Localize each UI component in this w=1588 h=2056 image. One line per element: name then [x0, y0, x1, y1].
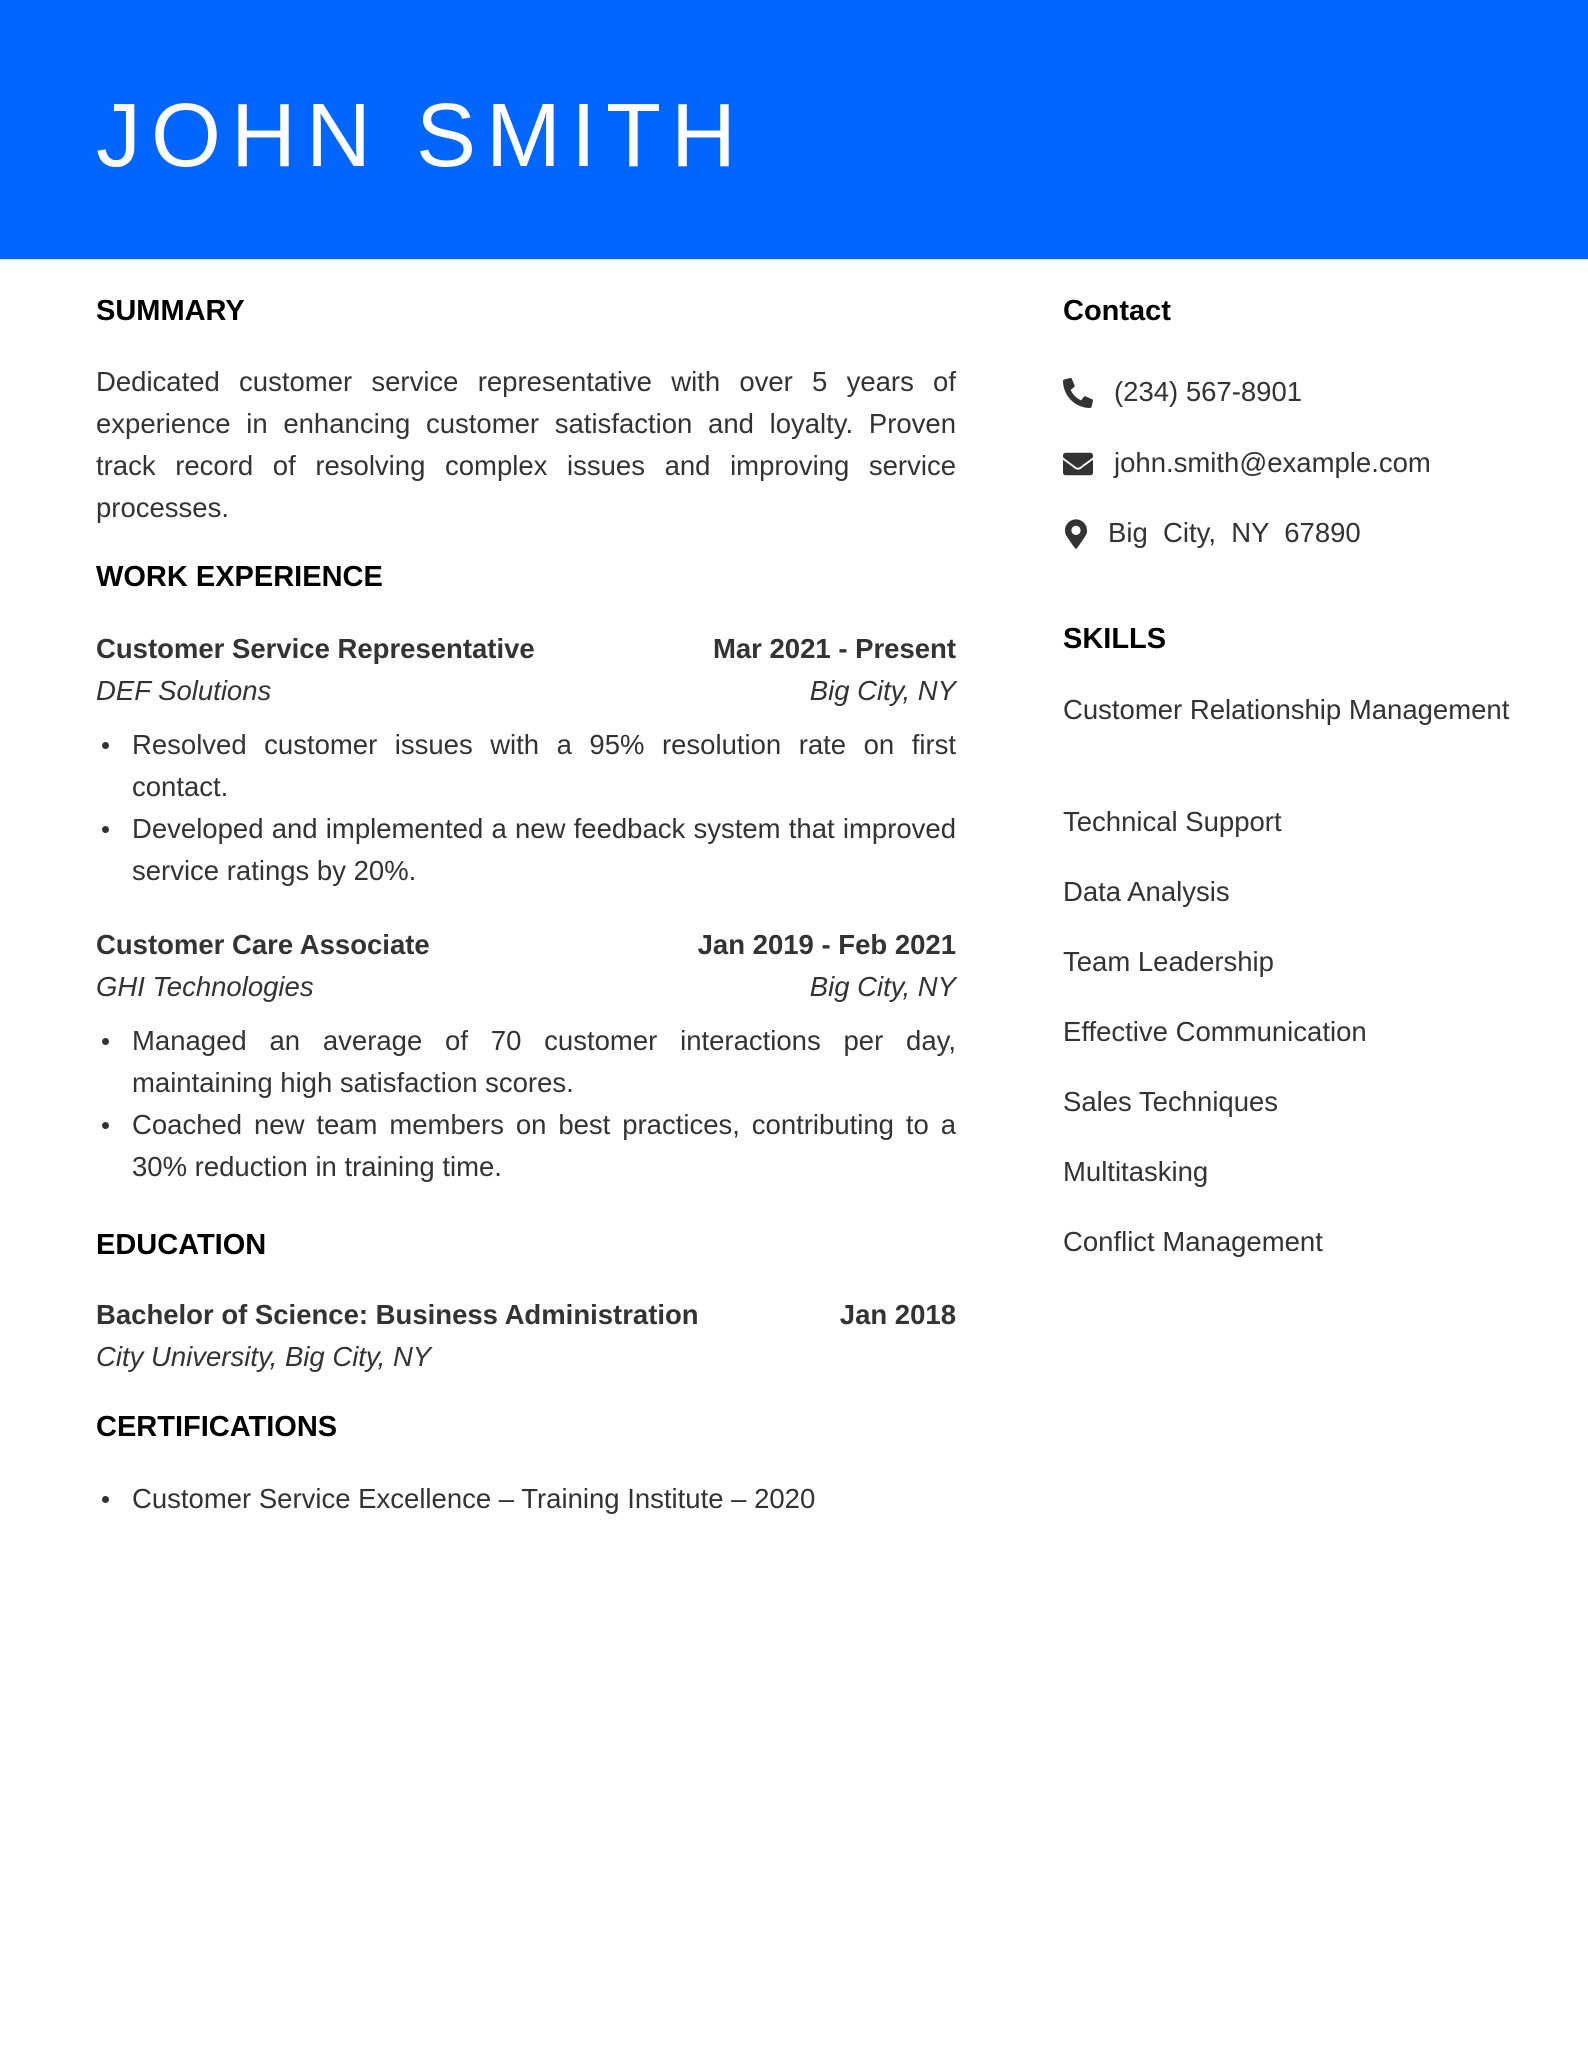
education-school-row — [96, 1339, 956, 1375]
job-header — [96, 927, 956, 963]
contact-phone — [1063, 372, 1523, 412]
envelope-icon — [1063, 449, 1093, 479]
phone-icon — [1063, 378, 1093, 408]
job-location: Big City, NY — [809, 675, 956, 706]
job-location: Big City, NY — [809, 971, 956, 1002]
summary-heading: SUMMARY — [96, 295, 245, 327]
list-item: Developed and implemented a new feedback system that improved service ratings by 20%. — [96, 808, 956, 892]
education-heading: EDUCATION — [96, 1229, 267, 1261]
skill-item: Technical Support — [1063, 806, 1282, 837]
map-pin-icon — [1065, 519, 1095, 549]
certifications-heading: CERTIFICATIONS — [96, 1411, 338, 1443]
job-company: DEF Solutions — [96, 675, 272, 706]
skill-item: Customer Relationship Management — [1063, 694, 1510, 725]
skill-item: Team Leadership — [1063, 946, 1274, 977]
education-date: Jan 2018 — [839, 1299, 956, 1330]
job-company-row — [96, 673, 956, 709]
email-address: john.smith@example.com — [1114, 447, 1431, 478]
skill-item: Sales Techniques — [1063, 1086, 1279, 1117]
summary-text: Dedicated customer service representative with over 5 years of experience in enhancing customer satisfaction and loyalty. Proven track record of resolving complex issues and improving service processes. — [96, 366, 956, 523]
education-row — [96, 1297, 956, 1333]
contact-location — [1063, 513, 1523, 553]
skill-item: Conflict Management — [1063, 1226, 1323, 1257]
skill-item: Multitasking — [1063, 1156, 1209, 1187]
header-banner — [0, 0, 1588, 259]
job-role: Customer Care Associate — [96, 929, 430, 960]
location-text: Big City, NY 67890 — [1108, 517, 1361, 548]
school: City University, Big City, NY — [96, 1341, 432, 1372]
job-bullets — [96, 1020, 956, 1188]
contact-email — [1063, 443, 1523, 483]
list-item: Customer Service Excellence – Training Institute – 2020 — [96, 1478, 956, 1520]
job-company: GHI Technologies — [96, 971, 314, 1002]
job-header — [96, 631, 956, 667]
skills-heading: SKILLS — [1063, 623, 1167, 655]
list-item: Coached new team members on best practices, contributing to a 30% reduction in training time. — [96, 1104, 956, 1188]
job-dates: Jan 2019 - Feb 2021 — [697, 929, 956, 960]
list-item: Resolved customer issues with a 95% resolution rate on first contact. — [96, 724, 956, 808]
skill-item: Effective Communication — [1063, 1016, 1367, 1047]
job-company-row — [96, 969, 956, 1005]
list-item: Managed an average of 70 customer interactions per day, maintaining high satisfaction scores. — [96, 1020, 956, 1104]
job-bullets — [96, 724, 956, 892]
candidate-name: JOHN SMITH — [96, 86, 746, 186]
job-role: Customer Service Representative — [96, 633, 535, 664]
work-experience-heading: WORK EXPERIENCE — [96, 561, 383, 593]
job-dates: Mar 2021 - Present — [712, 633, 956, 664]
degree: Bachelor of Science: Business Administration — [96, 1299, 699, 1330]
contact-heading: Contact — [1063, 295, 1171, 327]
skill-item: Data Analysis — [1063, 876, 1230, 907]
phone-number: (234) 567-8901 — [1114, 376, 1303, 407]
certifications-list — [96, 1478, 956, 1520]
